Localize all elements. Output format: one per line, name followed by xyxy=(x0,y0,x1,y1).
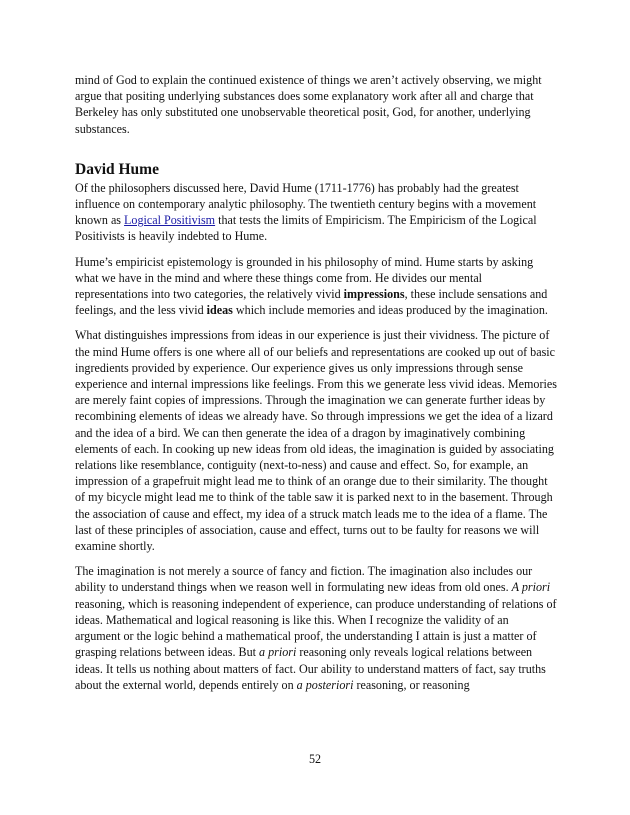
text-span: that tests the limits of Empiricism. The Empiricism of the Logical Positivists is heavily indebted to Hume. xyxy=(75,213,537,244)
text-span: Of the philosophers discussed here, David Hume (1711-1776) has probably had the greatest influence on contemporary analytic philosophy. The twentieth century begins with a movement known as xyxy=(75,180,537,228)
term-ideas: ideas xyxy=(206,303,233,318)
text-span: reasoning, which is reasoning independent of experience, can produce understanding of relations of ideas. Mathematical and logical reasoning is like this. When I recognize the validity of an argument or the logic behind a mathematical proof, the understanding I attain is just a matter of grasping relations between ideas. But xyxy=(75,596,557,660)
paragraph-continued: mind of God to explain the continued existence of things we aren’t actively observing, we might argue that positing underlying substances does some explanatory work after all and charge that Berkeley has only substituted one unobservable theoretical posit, God, for another, underlying substances. xyxy=(75,73,542,136)
paragraph-impressions-ideas xyxy=(75,254,557,319)
page-number: 52 xyxy=(308,752,322,766)
text-span: reasoning, or reasoning xyxy=(353,677,470,692)
paragraph-hume-intro xyxy=(75,180,557,245)
page-body xyxy=(75,72,557,702)
text-span: The imagination is not merely a source of fancy and fiction. The imagination also includes our ability to understand things when we reason well in formulating new ideas from old ones. xyxy=(75,564,533,595)
logical-positivism-link[interactable]: Logical Positivism xyxy=(124,213,216,228)
section-heading: David Hume xyxy=(75,160,159,178)
term-a-posteriori: a posteriori xyxy=(296,677,354,692)
text-span: reasoning only reveals logical relations between ideas. It tells us nothing about matters of fact. Our ability to understand matters of fact, say truths about the external world, depends entirely on xyxy=(75,645,546,692)
text-span: which include memories and ideas produced by the imagination. xyxy=(232,303,548,318)
text-span: , these include sensations and feelings, and the less vivid xyxy=(75,287,548,318)
term-a-priori: a priori xyxy=(259,645,297,660)
paragraph-vividness: What distinguishes impressions from ideas in our experience is just their vividness. The picture of the mind Hume offers is one where all of our beliefs and representations are cooked up out of basic ingredients provided by experience. Our experience gives us only impressions through sense experience and internal impressions like feelings. From this we generate less vivid ideas. Memories are merely faint copies of impressions. Through the imagination we can generate further ideas by recombining elements of ideas we already have. So through impressions we get the idea of a lizard and the idea of a bird. We can then generate the idea of a dragon by imaginatively combining elements of each. In cooking up new ideas from old ideas, the imagination is guided by associating relations like resemblance, contiguity (next-to-ness) and cause and effect. So, for example, an impression of a grapefruit might lead me to think of an orange due to their similarity. The thought of my bicycle might lead me to think of the table saw it is parked next to in the basement. Through the association of cause and effect, my idea of a struck match leads me to the idea of a flame. The last of these principles of association, cause and effect, turns out to be faulty for reasons we will examine shortly. xyxy=(75,328,557,554)
term-impressions: impressions xyxy=(343,287,405,302)
text-span: Hume’s empiricist epistemology is grounded in his philosophy of mind. Hume starts by asking what we have in the mind and where these things come from. He divides our mental representations into two categories, the relatively vivid xyxy=(75,254,534,302)
term-a-priori: A priori xyxy=(511,580,551,595)
paragraph-imagination xyxy=(75,563,557,693)
